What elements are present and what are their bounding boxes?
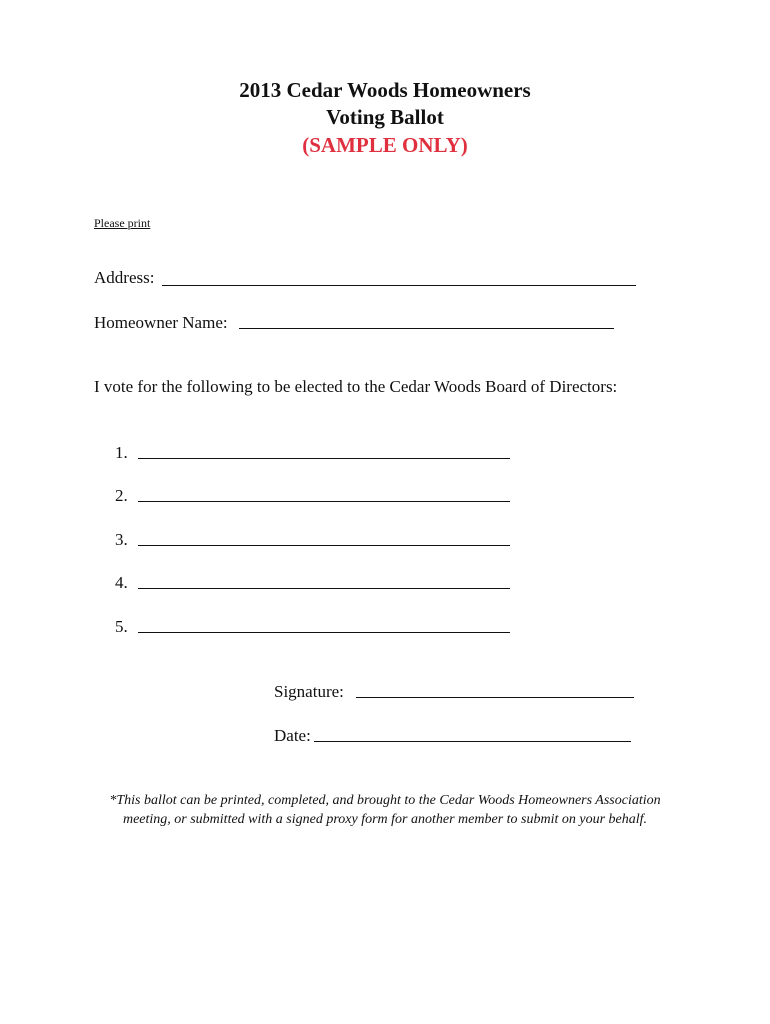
- candidate-5-number: 5.: [115, 617, 128, 636]
- sample-only-notice: (SAMPLE ONLY): [302, 133, 468, 157]
- candidate-1-field[interactable]: [138, 458, 510, 459]
- ballot-subtitle: Voting Ballot: [326, 105, 444, 129]
- signature-label: Signature:: [274, 682, 344, 701]
- date-field[interactable]: [314, 741, 631, 742]
- please-print-instruction: Please print: [94, 216, 151, 230]
- vote-statement: I vote for the following to be elected to the Cedar Woods Board of Directors:: [94, 377, 618, 396]
- homeowner-name-label: Homeowner Name:: [94, 313, 228, 332]
- candidate-3-number: 3.: [115, 530, 128, 549]
- candidate-4-number: 4.: [115, 573, 128, 592]
- footnote-line-2: meeting, or submitted with a signed proxy form for another member to submit on your behalf.: [122, 812, 648, 827]
- candidate-2-field[interactable]: [138, 501, 510, 502]
- candidate-5-field[interactable]: [138, 632, 510, 633]
- ballot-title: 2013 Cedar Woods Homeowners: [239, 78, 531, 102]
- candidate-4-field[interactable]: [138, 588, 510, 589]
- candidate-3-field[interactable]: [138, 545, 510, 546]
- candidate-2-number: 2.: [115, 486, 128, 505]
- candidate-1-number: 1.: [115, 443, 128, 462]
- homeowner-name-field[interactable]: [239, 328, 614, 329]
- signature-field[interactable]: [356, 697, 634, 698]
- footnote-line-1: *This ballot can be printed, completed, and brought to the Cedar Woods Homeowners Association: [109, 793, 661, 808]
- date-label: Date:: [274, 726, 311, 745]
- address-field[interactable]: [162, 285, 636, 286]
- address-label: Address:: [94, 268, 155, 287]
